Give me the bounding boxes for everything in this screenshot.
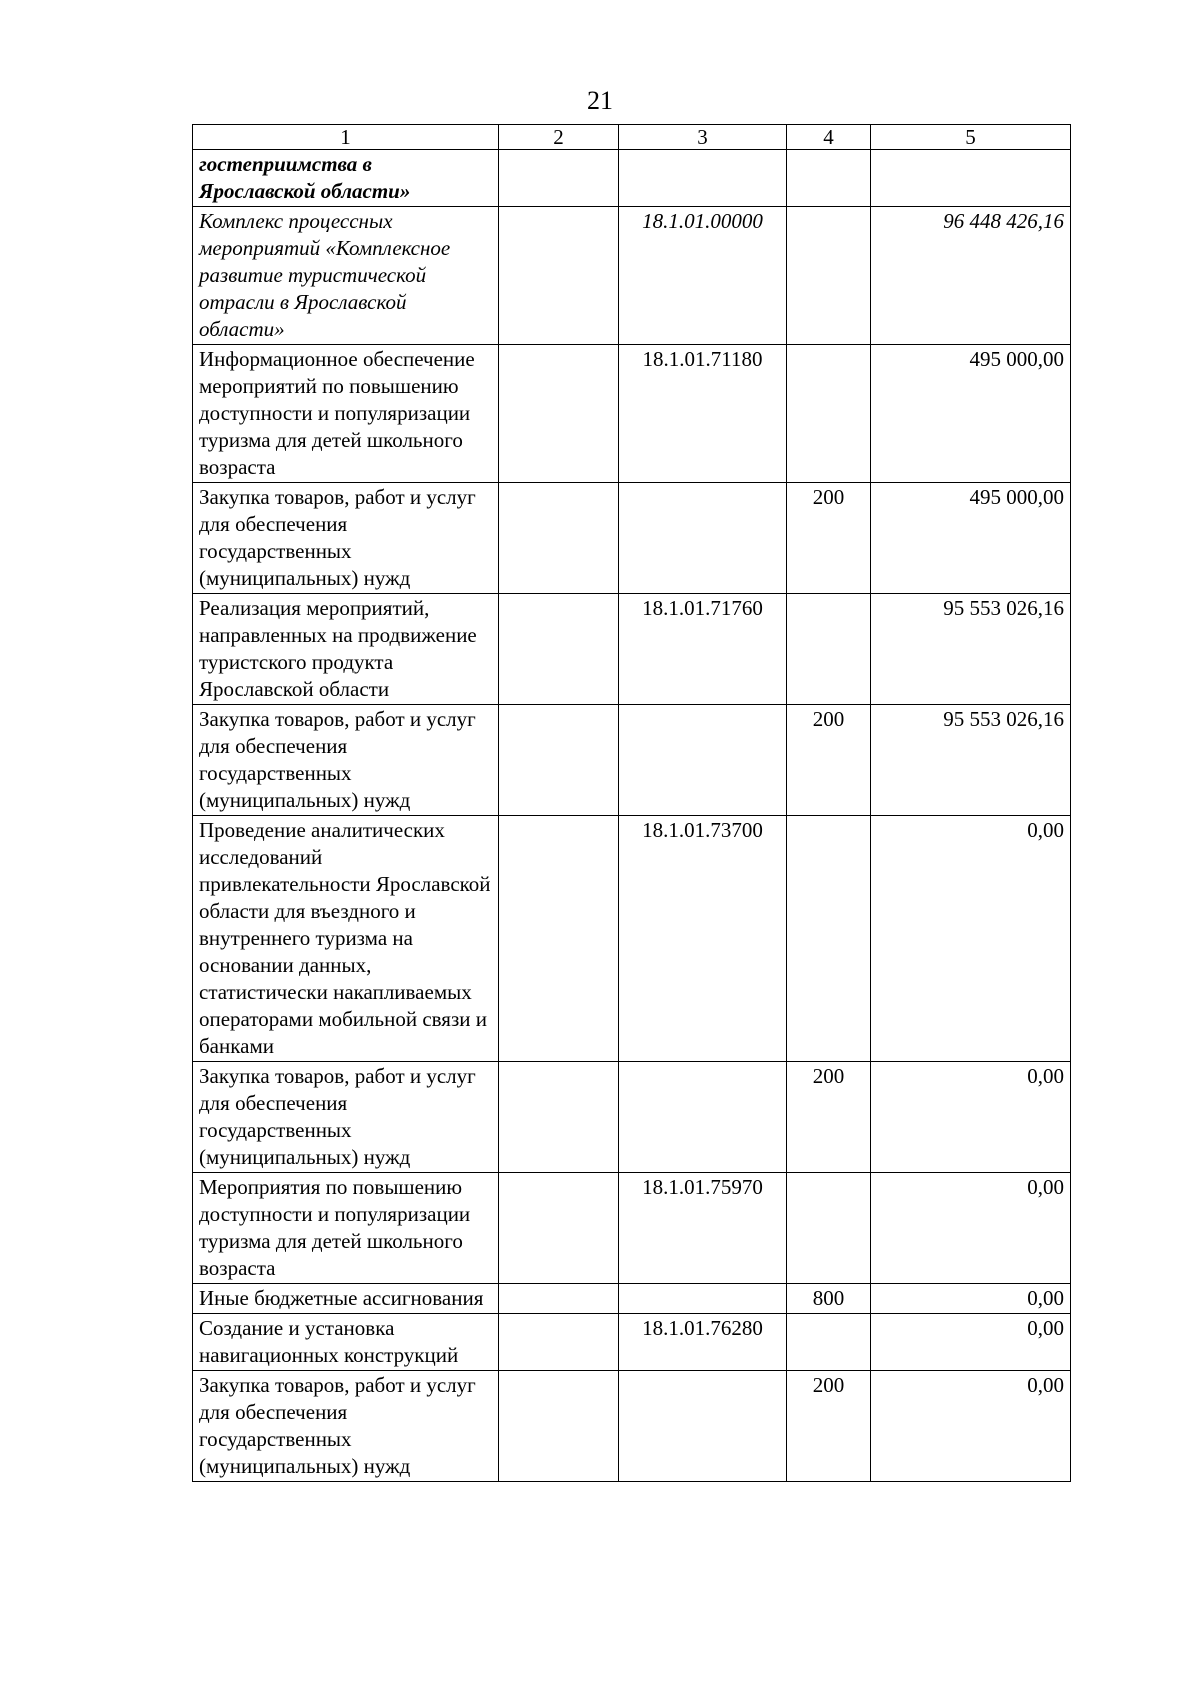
row-code-cell: 18.1.01.75970 bbox=[619, 1173, 787, 1284]
row-name-cell: гостеприимства в Ярославской области» bbox=[193, 150, 499, 207]
budget-table bbox=[192, 124, 1071, 1482]
row-amount-cell: 0,00 bbox=[871, 1371, 1071, 1482]
table-row bbox=[193, 345, 1071, 483]
row-col2-cell bbox=[499, 705, 619, 816]
row-type-cell bbox=[787, 1173, 871, 1284]
row-code-cell: 18.1.01.73700 bbox=[619, 816, 787, 1062]
row-amount-cell: 0,00 bbox=[871, 816, 1071, 1062]
page-number: 21 bbox=[587, 86, 613, 115]
row-code-cell bbox=[619, 150, 787, 207]
header-col-2: 2 bbox=[499, 125, 619, 150]
table-row bbox=[193, 1284, 1071, 1314]
row-amount-cell bbox=[871, 150, 1071, 207]
row-name-cell: Закупка товаров, работ и услуг для обеспечения государственных (муниципальных) нужд bbox=[193, 1062, 499, 1173]
row-type-cell bbox=[787, 1314, 871, 1371]
row-col2-cell bbox=[499, 1062, 619, 1173]
row-col2-cell bbox=[499, 1371, 619, 1482]
row-name-cell: Комплекс процессных мероприятий «Комплексное развитие туристической отрасли в Ярославской области» bbox=[193, 207, 499, 345]
row-name-cell: Проведение аналитических исследований привлекательности Ярославской области для въездного и внутреннего туризма на основании данных, статистически накапливаемых операторами мобильной связи и банками bbox=[193, 816, 499, 1062]
row-code-cell bbox=[619, 1371, 787, 1482]
row-amount-cell: 95 553 026,16 bbox=[871, 705, 1071, 816]
row-type-cell: 800 bbox=[787, 1284, 871, 1314]
row-amount-cell: 95 553 026,16 bbox=[871, 594, 1071, 705]
row-code-cell bbox=[619, 1062, 787, 1173]
row-col2-cell bbox=[499, 594, 619, 705]
row-code-cell: 18.1.01.00000 bbox=[619, 207, 787, 345]
table-row bbox=[193, 483, 1071, 594]
row-code-cell bbox=[619, 1284, 787, 1314]
row-amount-cell: 0,00 bbox=[871, 1314, 1071, 1371]
row-type-cell bbox=[787, 816, 871, 1062]
row-type-cell: 200 bbox=[787, 1371, 871, 1482]
row-name-cell: Мероприятия по повышению доступности и популяризации туризма для детей школьного возраста bbox=[193, 1173, 499, 1284]
row-type-cell: 200 bbox=[787, 1062, 871, 1173]
table-row bbox=[193, 705, 1071, 816]
row-code-cell: 18.1.01.76280 bbox=[619, 1314, 787, 1371]
row-name-cell: Информационное обеспечение мероприятий по повышению доступности и популяризации туризма для детей школьного возраста bbox=[193, 345, 499, 483]
table-row bbox=[193, 1371, 1071, 1482]
row-col2-cell bbox=[499, 150, 619, 207]
row-code-cell: 18.1.01.71180 bbox=[619, 345, 787, 483]
row-type-cell bbox=[787, 594, 871, 705]
row-amount-cell: 0,00 bbox=[871, 1284, 1071, 1314]
row-code-cell: 18.1.01.71760 bbox=[619, 594, 787, 705]
row-col2-cell bbox=[499, 1173, 619, 1284]
row-type-cell bbox=[787, 345, 871, 483]
row-code-cell bbox=[619, 483, 787, 594]
row-type-cell: 200 bbox=[787, 483, 871, 594]
row-col2-cell bbox=[499, 1314, 619, 1371]
table-row bbox=[193, 207, 1071, 345]
table-row bbox=[193, 1173, 1071, 1284]
row-name-cell: Реализация мероприятий, направленных на продвижение туристского продукта Ярославской области bbox=[193, 594, 499, 705]
row-name-cell: Иные бюджетные ассигнования bbox=[193, 1284, 499, 1314]
row-type-cell: 200 bbox=[787, 705, 871, 816]
row-amount-cell: 0,00 bbox=[871, 1173, 1071, 1284]
row-amount-cell: 495 000,00 bbox=[871, 483, 1071, 594]
table-body bbox=[193, 150, 1071, 1482]
row-code-cell bbox=[619, 705, 787, 816]
row-name-cell: Создание и установка навигационных конструкций bbox=[193, 1314, 499, 1371]
header-col-4: 4 bbox=[787, 125, 871, 150]
row-type-cell bbox=[787, 150, 871, 207]
table-row bbox=[193, 150, 1071, 207]
table-header-row bbox=[193, 125, 1071, 150]
row-amount-cell: 0,00 bbox=[871, 1062, 1071, 1173]
row-name-cell: Закупка товаров, работ и услуг для обеспечения государственных (муниципальных) нужд bbox=[193, 483, 499, 594]
row-col2-cell bbox=[499, 816, 619, 1062]
row-col2-cell bbox=[499, 483, 619, 594]
header-col-5: 5 bbox=[871, 125, 1071, 150]
header-col-3: 3 bbox=[619, 125, 787, 150]
row-name-cell: Закупка товаров, работ и услуг для обеспечения государственных (муниципальных) нужд bbox=[193, 1371, 499, 1482]
row-name-cell: Закупка товаров, работ и услуг для обеспечения государственных (муниципальных) нужд bbox=[193, 705, 499, 816]
row-col2-cell bbox=[499, 1284, 619, 1314]
row-amount-cell: 96 448 426,16 bbox=[871, 207, 1071, 345]
row-col2-cell bbox=[499, 207, 619, 345]
header-col-1: 1 bbox=[193, 125, 499, 150]
row-col2-cell bbox=[499, 345, 619, 483]
row-amount-cell: 495 000,00 bbox=[871, 345, 1071, 483]
table-row bbox=[193, 816, 1071, 1062]
table-row bbox=[193, 594, 1071, 705]
row-type-cell bbox=[787, 207, 871, 345]
table-row bbox=[193, 1314, 1071, 1371]
table-row bbox=[193, 1062, 1071, 1173]
